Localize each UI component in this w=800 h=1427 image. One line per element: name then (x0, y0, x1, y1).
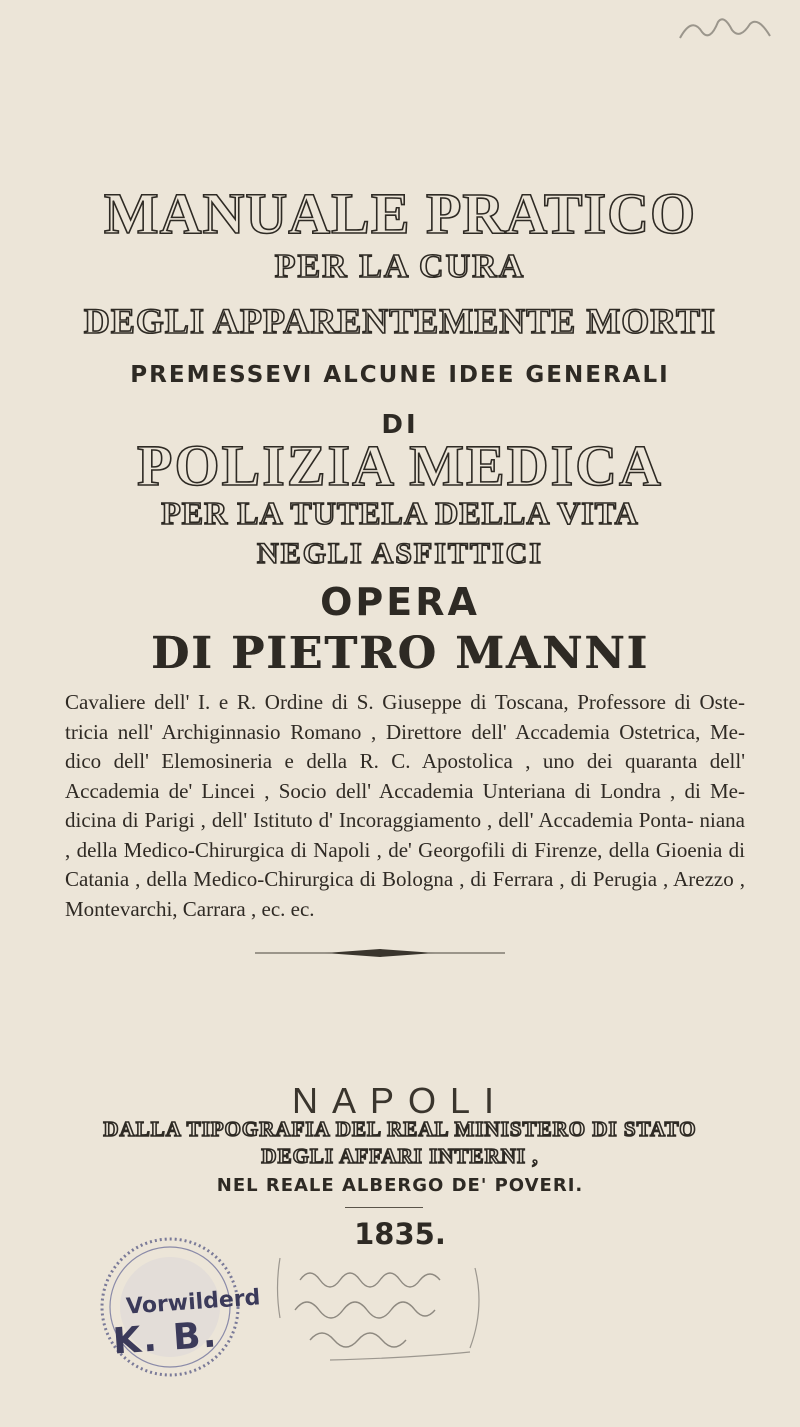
author-credentials: Cavaliere dell' I. e R. Ordine di S. Giuseppe di Toscana, Professore di Oste- tricia nell' Archiginnasio Romano , Direttore dell' Accademia Ostetrica, Me- dico dell' Elemosineria e della R. C. Apostolica , uno dei quaranta dell' Accademia de' Lincei , Socio dell' Accademia Unteriana di Londra , di Me- dicina di Parigi , dell' Istituto d' Incoraggiamento , dell' Accademia Ponta- niana , della Medico-Chirurgica di Napoli , de' Georgofili di Firenze, della Gioenia di Catania , della Medico-Chirurgica di Bologna , di Ferrara , di Perugia , Arezzo , Montevarchi, Carrara , ec. ec. (65, 690, 745, 921)
imprint-printer-line3: NEL REALE ALBERGO DE' POVERI. (216, 1175, 584, 1196)
title-main: MANUALE PRATICO (103, 181, 697, 246)
subject-main: POLIZIA MEDICA (137, 433, 663, 498)
imprint-year: 1835. (354, 1217, 446, 1251)
handwritten-inscription (270, 1248, 490, 1378)
imprint-printer-line2: DEGLI AFFARI INTERNI , (261, 1144, 539, 1168)
imprint-printer-line1: DALLA TIPOGRAFIA DEL REAL MINISTERO DI STATO (103, 1117, 697, 1141)
imprint-city: NAPOLI (291, 1080, 509, 1121)
author-name: DI PIETRO MANNI (150, 628, 650, 679)
di-line: DI (381, 410, 419, 440)
stamp-text-line2: K. B. (111, 1314, 220, 1363)
title-line2: PER LA CURA (274, 248, 526, 285)
subject-line3: NEGLI ASFITTICI (257, 537, 543, 570)
corner-pencil-mark (672, 8, 782, 48)
premise-line: PREMESSEVI ALCUNE IDEE GENERALI (130, 362, 670, 388)
short-rule (345, 1207, 423, 1208)
subject-line2: PER LA TUTELA DELLA VITA (161, 495, 639, 531)
opera-label: OPERA (320, 580, 480, 624)
ornamental-divider (255, 948, 505, 958)
title-line3: DEGLI APPARENTEMENTE MORTI (83, 301, 717, 341)
stamp-text-line1: Vorwilderd (125, 1285, 262, 1320)
